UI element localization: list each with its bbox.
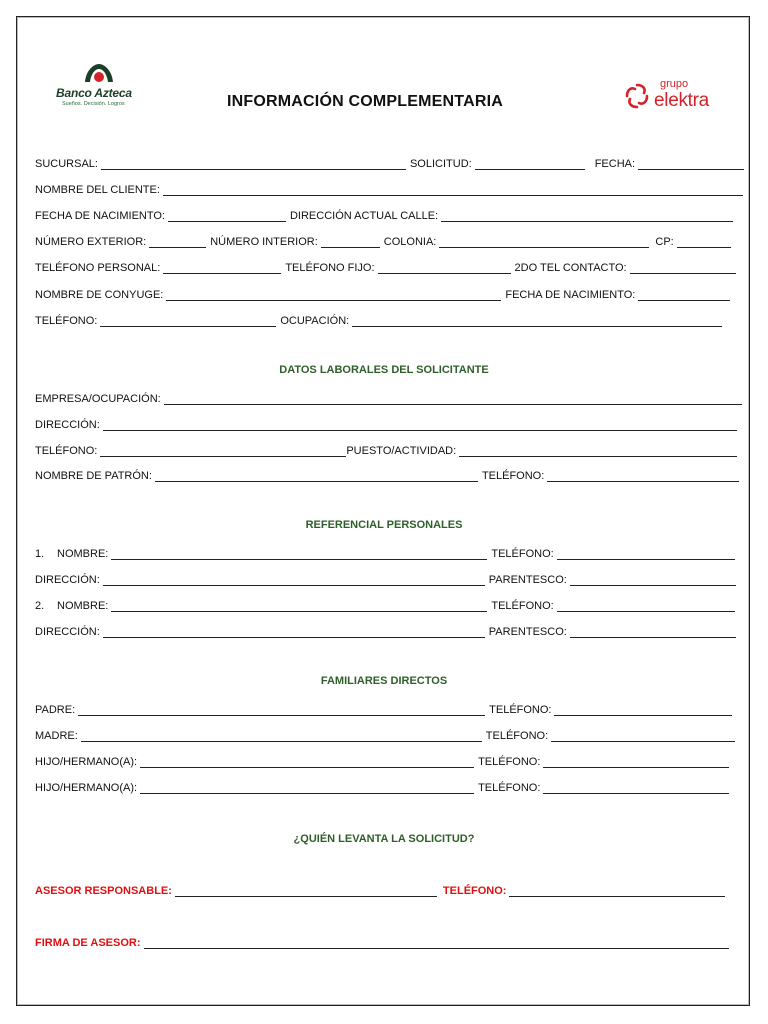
empresa-label: EMPRESA/OCUPACIÓN: — [35, 393, 161, 405]
padre-telefono-label: TELÉFONO: — [489, 704, 552, 716]
row-referencia-1-direccion — [35, 571, 736, 587]
telefono-personal-field[interactable] — [163, 262, 281, 274]
asesor-telefono-field[interactable] — [509, 885, 725, 897]
empresa-field[interactable] — [164, 393, 742, 405]
row-madre — [35, 727, 735, 743]
grupo-elektra-logo-icon — [624, 82, 650, 110]
row-empresa — [35, 390, 742, 406]
telefono-field[interactable] — [100, 315, 276, 327]
row-referencia-2-nombre — [35, 597, 735, 613]
solicitud-field[interactable] — [475, 158, 585, 170]
telefono-label: TELÉFONO: — [35, 315, 98, 327]
nombre-cliente-label: NOMBRE DEL CLIENTE: — [35, 184, 160, 196]
numero-exterior-label: NÚMERO EXTERIOR: — [35, 236, 147, 248]
referencia-2-direccion-field[interactable] — [103, 626, 485, 638]
hijo-2-telefono-label: TELÉFONO: — [478, 782, 541, 794]
referencia-2-nombre-field[interactable] — [111, 600, 487, 612]
row-referencia-2-direccion — [35, 623, 736, 639]
telefono-patron-label: TELÉFONO: — [481, 470, 545, 482]
referencia-1-direccion-label: DIRECCIÓN: — [35, 574, 100, 586]
asesor-responsable-label: ASESOR RESPONSABLE: — [35, 885, 172, 897]
telefono-laboral-field[interactable] — [100, 445, 346, 457]
telefono-fijo-field[interactable] — [378, 262, 511, 274]
firma-asesor-field[interactable] — [144, 937, 729, 949]
sucursal-label: SUCURSAL: — [35, 158, 98, 170]
padre-label: PADRE: — [35, 704, 76, 716]
numero-interior-field[interactable] — [321, 236, 380, 248]
direccion-calle-label: DIRECCIÓN ACTUAL CALLE: — [289, 210, 439, 222]
asesor-responsable-field[interactable] — [175, 885, 437, 897]
nombre-cliente-field[interactable] — [163, 184, 743, 196]
referencia-2-num: 2. — [35, 600, 45, 612]
referencia-2-parentesco-label: PARENTESCO: — [488, 626, 567, 638]
row-telefonos — [35, 259, 736, 275]
referencia-2-direccion-label: DIRECCIÓN: — [35, 626, 100, 638]
grupo-label: grupo — [660, 78, 689, 90]
cp-field[interactable] — [677, 236, 731, 248]
row-hijo-1 — [35, 753, 729, 769]
referencia-1-telefono-field[interactable] — [557, 548, 735, 560]
fecha-nacimiento-field[interactable] — [168, 210, 286, 222]
banco-azteca-logo-icon — [82, 62, 116, 86]
telefono-laboral-label: TELÉFONO: — [35, 445, 98, 457]
puesto-field[interactable] — [459, 445, 737, 457]
row-hijo-2 — [35, 779, 729, 795]
row-referencia-1-nombre — [35, 545, 735, 561]
direccion-laboral-field[interactable] — [103, 419, 737, 431]
row-patron — [35, 467, 739, 483]
referencia-1-parentesco-field[interactable] — [570, 574, 736, 586]
fecha-field[interactable] — [638, 158, 744, 170]
ocupacion-label: OCUPACIÓN: — [280, 315, 350, 327]
fecha-nacimiento-conyuge-field[interactable] — [638, 289, 730, 301]
madre-field[interactable] — [81, 730, 482, 742]
solicitud-label: SOLICITUD: — [409, 158, 472, 170]
banco-azteca-name: Banco Azteca — [56, 86, 132, 100]
section-familiares: FAMILIARES DIRECTOS — [320, 675, 448, 687]
fecha-nacimiento-label: FECHA DE NACIMIENTO: — [35, 210, 165, 222]
madre-label: MADRE: — [35, 730, 78, 742]
banco-azteca-logo — [52, 62, 152, 114]
puesto-label: PUESTO/ACTIVIDAD: — [346, 445, 457, 457]
referencia-2-telefono-field[interactable] — [557, 600, 735, 612]
fecha-label: FECHA: — [594, 158, 636, 170]
ocupacion-field[interactable] — [352, 315, 722, 327]
telefono-fijo-label: TELÉFONO FIJO: — [285, 262, 375, 274]
firma-asesor-label: FIRMA DE ASESOR: — [35, 937, 141, 949]
segundo-tel-label: 2DO TEL CONTACTO: — [514, 262, 627, 274]
banco-azteca-tagline: Sueños. Decisión. Logros — [62, 101, 125, 107]
telefono-patron-field[interactable] — [547, 470, 739, 482]
section-datos-laborales: DATOS LABORALES DEL SOLICITANTE — [279, 364, 489, 376]
fecha-nacimiento-conyuge-label: FECHA DE NACIMIENTO: — [505, 289, 636, 301]
patron-label: NOMBRE DE PATRÓN: — [35, 470, 152, 482]
patron-field[interactable] — [155, 470, 478, 482]
padre-telefono-field[interactable] — [554, 704, 732, 716]
row-conyuge — [35, 286, 730, 302]
colonia-field[interactable] — [439, 236, 649, 248]
referencia-1-direccion-field[interactable] — [103, 574, 485, 586]
padre-field[interactable] — [78, 704, 485, 716]
direccion-laboral-label: DIRECCIÓN: — [35, 419, 100, 431]
numero-exterior-field[interactable] — [149, 236, 206, 248]
hijo-1-telefono-label: TELÉFONO: — [478, 756, 541, 768]
referencia-1-nombre-label: NOMBRE: — [57, 548, 109, 560]
row-telefono-ocupacion — [35, 312, 722, 328]
row-nacimiento-direccion — [35, 207, 733, 223]
row-asesor-responsable — [35, 882, 725, 898]
hijo-2-label: HIJO/HERMANO(A): — [35, 782, 138, 794]
row-sucursal — [35, 155, 744, 171]
row-padre — [35, 701, 732, 717]
section-asesor: ¿QUIÉN LEVANTA LA SOLICITUD? — [293, 833, 475, 845]
referencia-1-parentesco-label: PARENTESCO: — [488, 574, 567, 586]
sucursal-field[interactable] — [101, 158, 406, 170]
asesor-telefono-label: TELÉFONO: — [442, 885, 507, 897]
numero-interior-label: NÚMERO INTERIOR: — [210, 236, 318, 248]
referencia-1-telefono-label: TELÉFONO: — [491, 548, 554, 560]
colonia-label: COLONIA: — [383, 236, 437, 248]
row-nombre-cliente — [35, 181, 743, 197]
hijo-1-field[interactable] — [140, 756, 474, 768]
hijo-2-telefono-field[interactable] — [543, 782, 729, 794]
nombre-conyuge-label: NOMBRE DE CONYUGE: — [35, 289, 164, 301]
referencia-1-num: 1. — [35, 548, 45, 560]
madre-telefono-field[interactable] — [551, 730, 735, 742]
row-firma-asesor — [35, 934, 729, 950]
row-telefono-puesto — [35, 442, 737, 458]
cp-label: CP: — [655, 236, 674, 248]
referencia-1-nombre-field[interactable] — [111, 548, 487, 560]
referencia-2-telefono-label: TELÉFONO: — [491, 600, 554, 612]
madre-telefono-label: TELÉFONO: — [485, 730, 549, 742]
grupo-elektra-logo — [624, 78, 734, 118]
telefono-personal-label: TELÉFONO PERSONAL: — [35, 262, 161, 274]
hijo-1-telefono-field[interactable] — [543, 756, 729, 768]
nombre-conyuge-field[interactable] — [166, 289, 501, 301]
row-direccion-laboral — [35, 416, 737, 432]
hijo-2-field[interactable] — [140, 782, 474, 794]
direccion-calle-field[interactable] — [441, 210, 733, 222]
elektra-label: elektra — [654, 90, 709, 111]
row-numeros — [35, 233, 731, 249]
referencia-2-nombre-label: NOMBRE: — [57, 600, 109, 612]
segundo-tel-field[interactable] — [630, 262, 736, 274]
section-referencias: REFERENCIAL PERSONALES — [305, 519, 463, 531]
page-title: INFORMACIÓN COMPLEMENTARIA — [227, 93, 503, 110]
hijo-1-label: HIJO/HERMANO(A): — [35, 756, 138, 768]
referencia-2-parentesco-field[interactable] — [570, 626, 736, 638]
